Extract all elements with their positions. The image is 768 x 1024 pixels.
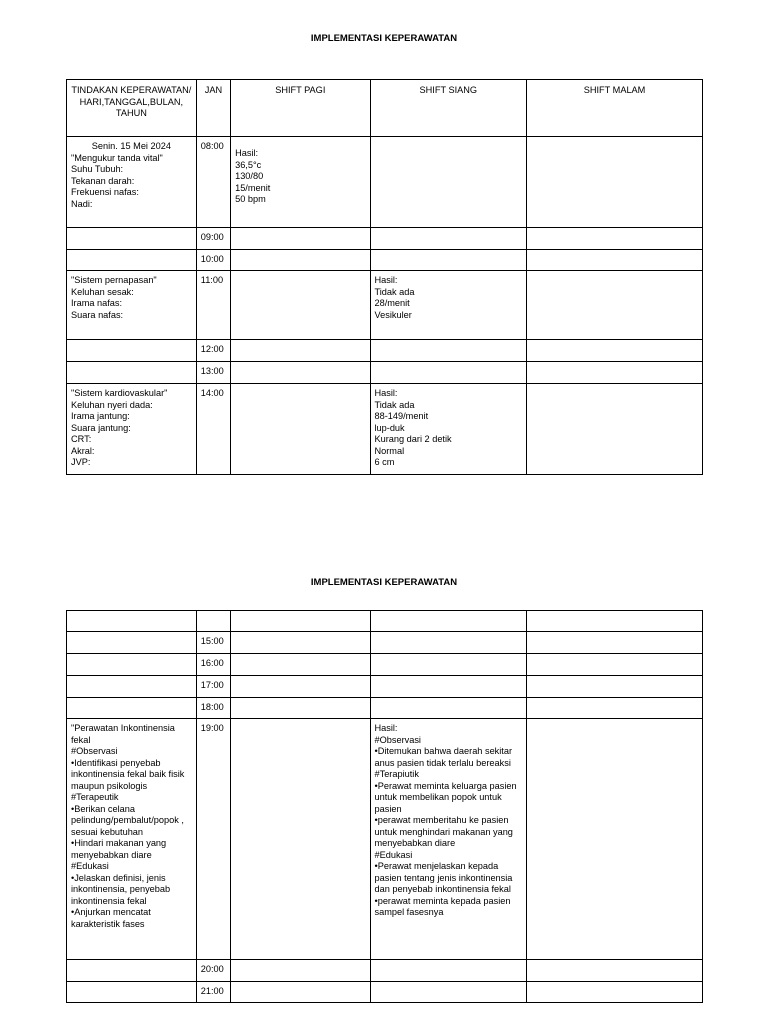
- shift-siang-cell: [370, 632, 527, 654]
- shift-pagi-cell: [231, 698, 370, 719]
- shift-malam-cell: [527, 719, 703, 960]
- table-row: [67, 250, 703, 271]
- table-row: [67, 228, 703, 250]
- tindakan-cell: "Perawatan Inkontinensia fekal #Observasi •Identifikasi penyebab inkontinensia fekal baik fisik maupun psikologis #Terapeutik •Berikan celana pelindung/pembalut/popok , sesuai kebutuhan •Hindari makanan yang menyebabkan diare #Edukasi •Jelaskan definisi, jenis inkontinensia, penyebab inkontinensia fekal •Anjurkan mencatat karakteristik fases: [67, 719, 197, 960]
- shift-pagi-cell: [231, 960, 370, 982]
- tindakan-cell: [67, 228, 197, 250]
- shift-pagi-cell: [231, 271, 370, 340]
- time-cell: 20:00: [196, 960, 230, 982]
- table-row: [67, 654, 703, 676]
- tindakan-cell: [67, 676, 197, 698]
- shift-malam-cell: [527, 137, 703, 228]
- page-title: IMPLEMENTASI KEPERAWATAN: [310, 33, 458, 44]
- shift-pagi-cell: [231, 719, 370, 960]
- shift-pagi-cell: [231, 611, 370, 632]
- header-shift-siang: SHIFT SIANG: [370, 80, 527, 137]
- table-row: [67, 611, 703, 632]
- shift-siang-cell: [370, 250, 527, 271]
- table-row: [67, 698, 703, 719]
- time-cell: 15:00: [196, 632, 230, 654]
- tindakan-cell: [67, 250, 197, 271]
- table-row: [67, 340, 703, 362]
- implementation-table: [66, 610, 703, 1003]
- shift-siang-cell: [370, 340, 527, 362]
- implementation-table: [66, 79, 703, 475]
- table-row: [67, 137, 703, 228]
- shift-siang-cell: [370, 362, 527, 384]
- shift-siang-cell: [370, 676, 527, 698]
- tindakan-cell: [67, 632, 197, 654]
- table-row: [67, 982, 703, 1003]
- time-cell: 13:00: [196, 362, 230, 384]
- tindakan-text: "Mengukur tanda vital" Suhu Tubuh: Tekanan darah: Frekuensi nafas: Nadi:: [71, 152, 163, 209]
- tindakan-cell: [67, 137, 197, 228]
- shift-malam-cell: [527, 611, 703, 632]
- time-cell: 08:00: [196, 137, 230, 228]
- table-row: [67, 362, 703, 384]
- date-label: Senin. 15 Mei 2024: [91, 141, 171, 151]
- table-row: [67, 632, 703, 654]
- shift-malam-cell: [527, 362, 703, 384]
- time-cell: 11:00: [196, 271, 230, 340]
- shift-malam-cell: [527, 340, 703, 362]
- shift-malam-cell: [527, 271, 703, 340]
- header-jam: JAN: [196, 80, 230, 137]
- header-shift-malam: SHIFT MALAM: [527, 80, 703, 137]
- shift-pagi-cell: [231, 982, 370, 1003]
- shift-pagi-cell: [231, 340, 370, 362]
- tindakan-cell: [67, 611, 197, 632]
- shift-malam-cell: [527, 228, 703, 250]
- tindakan-cell: [67, 362, 197, 384]
- time-cell: 18:00: [196, 698, 230, 719]
- tindakan-cell: [67, 698, 197, 719]
- table-header-row: [67, 80, 703, 137]
- tindakan-cell: [67, 982, 197, 1003]
- time-cell: 10:00: [196, 250, 230, 271]
- page-title: IMPLEMENTASI KEPERAWATAN: [310, 577, 458, 588]
- header-tindakan: TINDAKAN KEPERAWATAN/ HARI,TANGGAL,BULAN, TAHUN: [67, 80, 197, 137]
- time-cell: 19:00: [196, 719, 230, 960]
- shift-malam-cell: [527, 960, 703, 982]
- shift-pagi-cell: [231, 362, 370, 384]
- shift-malam-cell: [527, 982, 703, 1003]
- tindakan-cell: [67, 340, 197, 362]
- shift-malam-cell: [527, 654, 703, 676]
- shift-siang-cell: [370, 698, 527, 719]
- shift-siang-cell: Hasil: Tidak ada 28/menit Vesikuler: [370, 271, 527, 340]
- shift-malam-cell: [527, 698, 703, 719]
- shift-pagi-cell: [231, 676, 370, 698]
- tindakan-cell: [67, 654, 197, 676]
- tindakan-cell: "Sistem pernapasan" Keluhan sesak: Irama nafas: Suara nafas:: [67, 271, 197, 340]
- table-row: [67, 271, 703, 340]
- shift-siang-cell: Hasil: Tidak ada 88-149/menit lup-duk Kurang dari 2 detik Normal 6 cm: [370, 384, 527, 475]
- shift-siang-cell: [370, 982, 527, 1003]
- shift-malam-cell: [527, 632, 703, 654]
- time-cell: 14:00: [196, 384, 230, 475]
- shift-siang-cell: [370, 611, 527, 632]
- tindakan-cell: "Sistem kardiovaskular" Keluhan nyeri dada: Irama jantung: Suara jantung: CRT: Akral: JVP:: [67, 384, 197, 475]
- table-row: [67, 719, 703, 960]
- shift-siang-cell: [370, 960, 527, 982]
- time-cell: 16:00: [196, 654, 230, 676]
- shift-malam-cell: [527, 250, 703, 271]
- shift-pagi-cell: [231, 250, 370, 271]
- shift-pagi-cell: [231, 384, 370, 475]
- time-cell: 21:00: [196, 982, 230, 1003]
- shift-malam-cell: [527, 676, 703, 698]
- header-shift-pagi: SHIFT PAGI: [231, 80, 370, 137]
- shift-pagi-cell: Hasil: 36,5°c 130/80 15/menit 50 bpm: [231, 137, 370, 228]
- tindakan-cell: [67, 960, 197, 982]
- shift-pagi-cell: [231, 632, 370, 654]
- time-cell: 17:00: [196, 676, 230, 698]
- shift-pagi-cell: [231, 654, 370, 676]
- table-row: [67, 960, 703, 982]
- shift-siang-cell: [370, 228, 527, 250]
- shift-siang-cell: Hasil: #Observasi •Ditemukan bahwa daerah sekitar anus pasien tidak terlalu bereaksi #Terapiutik •Perawat meminta keluarga pasien untuk membelikan popok untuk pasien •perawat memberitahu ke pasien untuk menghindari makanan yang menyebabkan diare #Edukasi •Perawat menjelaskan kepada pasien tentang jenis inkontinensia dan penyebab inkontinensia fekal •perawat meminta kepada pasien sampel fasesnya: [370, 719, 527, 960]
- time-cell: 12:00: [196, 340, 230, 362]
- time-cell: [196, 611, 230, 632]
- table-row: [67, 676, 703, 698]
- shift-malam-cell: [527, 384, 703, 475]
- shift-siang-cell: [370, 654, 527, 676]
- shift-siang-cell: [370, 137, 527, 228]
- table-row: [67, 384, 703, 475]
- shift-pagi-cell: [231, 228, 370, 250]
- time-cell: 09:00: [196, 228, 230, 250]
